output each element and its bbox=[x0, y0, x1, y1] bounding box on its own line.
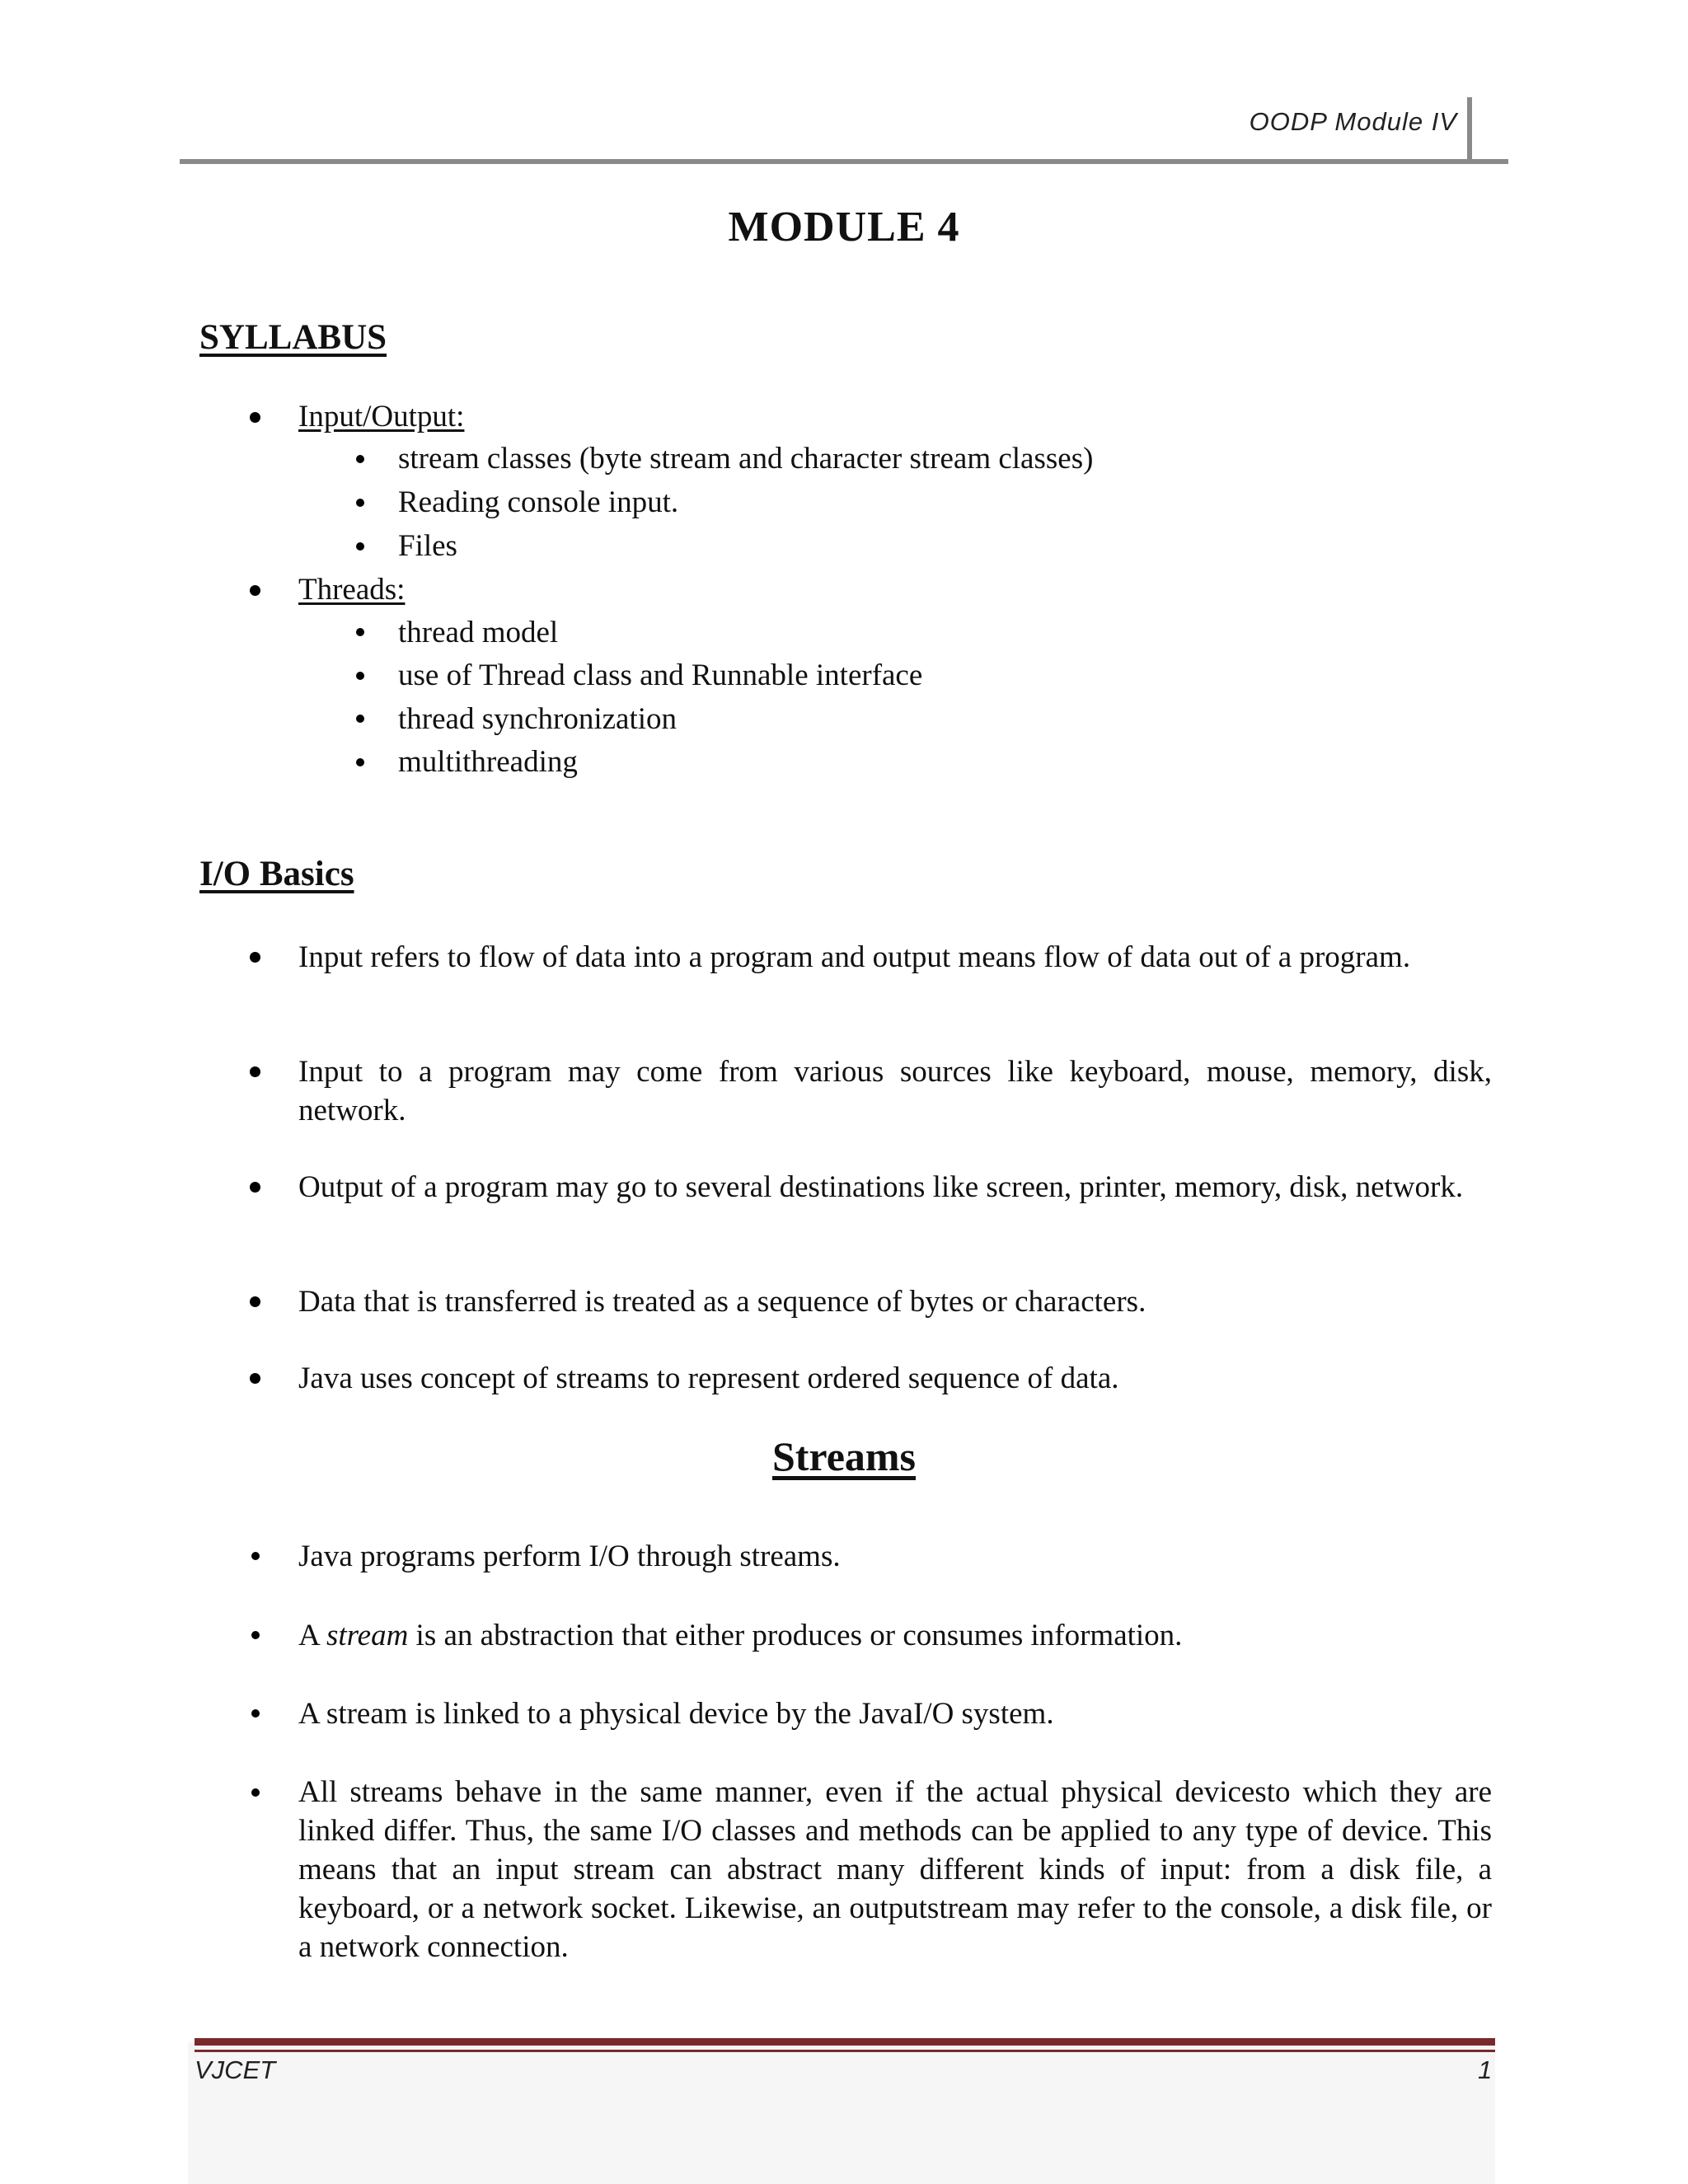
syllabus-item: multithreading bbox=[398, 745, 578, 779]
streams-heading: Streams bbox=[771, 1433, 917, 1479]
footer-left-label: VJCET bbox=[195, 2055, 276, 2084]
streams-point: Java programs perform I/O through streams. bbox=[298, 1540, 841, 1573]
streams-point-text: A bbox=[298, 1619, 326, 1652]
syllabus-item: thread model bbox=[398, 616, 559, 649]
io-basics-point: Output of a program may go to several destinations like screen, printer, memory, disk, network. bbox=[298, 1170, 1464, 1204]
bullet-icon bbox=[251, 1631, 260, 1639]
streams-point: A stream is linked to a physical device by the JavaI/O system. bbox=[298, 1697, 1054, 1731]
streams-point bbox=[298, 1616, 1492, 1655]
bullet-icon bbox=[250, 1296, 260, 1307]
page-number: 1 bbox=[1478, 2055, 1493, 2084]
bullet-icon bbox=[250, 585, 260, 596]
io-basics-point: Input refers to flow of data into a program and output means flow of data out of a program. bbox=[298, 940, 1411, 974]
bullet-icon bbox=[356, 455, 364, 463]
bullet-icon bbox=[356, 672, 364, 680]
syllabus-item: stream classes (byte stream and character stream classes) bbox=[398, 442, 1094, 476]
bullet-icon bbox=[250, 412, 260, 423]
bullet-icon bbox=[250, 1066, 260, 1077]
stream-term: stream bbox=[326, 1619, 409, 1652]
syllabus-item: Reading console input. bbox=[398, 485, 679, 519]
bullet-icon bbox=[250, 1182, 260, 1193]
io-basics-point: Input to a program may come from various sources like keyboard, mouse, memory, disk, network. bbox=[298, 1055, 1492, 1127]
streams-point: All streams behave in the same manner, even if the actual physical devicesto which they are linked differ. Thus, the same I/O classes and methods can be applied to any type of device. This means that an input stream can abstract many different kinds of input: from a disk file, a keyboard, or a network socket. Likewise, an outputstream may refer to the console, a disk file, or a network connection. bbox=[298, 1775, 1492, 1964]
syllabus-heading: SYLLABUS bbox=[199, 318, 387, 357]
bullet-icon bbox=[356, 715, 364, 723]
header-rule bbox=[180, 159, 1508, 164]
bullet-icon bbox=[356, 758, 364, 766]
streams-point-text: is an abstraction that either produces or consumes information. bbox=[408, 1619, 1183, 1652]
bullet-icon bbox=[250, 1373, 260, 1384]
bullet-icon bbox=[251, 1788, 260, 1797]
footer-rule bbox=[195, 2038, 1495, 2046]
syllabus-item: use of Thread class and Runnable interface bbox=[398, 658, 923, 692]
bullet-icon bbox=[250, 952, 260, 963]
bullet-icon bbox=[356, 542, 364, 551]
footer-background bbox=[188, 2042, 1495, 2184]
io-basics-heading: I/O Basics bbox=[199, 855, 354, 893]
io-basics-point: Data that is transferred is treated as a sequence of bytes or characters. bbox=[298, 1285, 1146, 1319]
syllabus-item: Files bbox=[398, 529, 457, 563]
bullet-icon bbox=[251, 1709, 260, 1718]
syllabus-group-label: Threads: bbox=[298, 573, 406, 607]
header-vertical-rule bbox=[1467, 97, 1472, 163]
header-module-label: OODP Module IV bbox=[1249, 107, 1457, 136]
bullet-icon bbox=[356, 628, 364, 636]
syllabus-group-label: Input/Output: bbox=[298, 400, 465, 434]
bullet-icon bbox=[251, 1552, 260, 1560]
page-title: MODULE 4 bbox=[728, 204, 960, 251]
syllabus-item: thread synchronization bbox=[398, 702, 678, 736]
io-basics-point: Java uses concept of streams to represent ordered sequence of data. bbox=[298, 1361, 1119, 1395]
bullet-icon bbox=[356, 499, 364, 507]
footer-rule-thin bbox=[195, 2050, 1495, 2052]
